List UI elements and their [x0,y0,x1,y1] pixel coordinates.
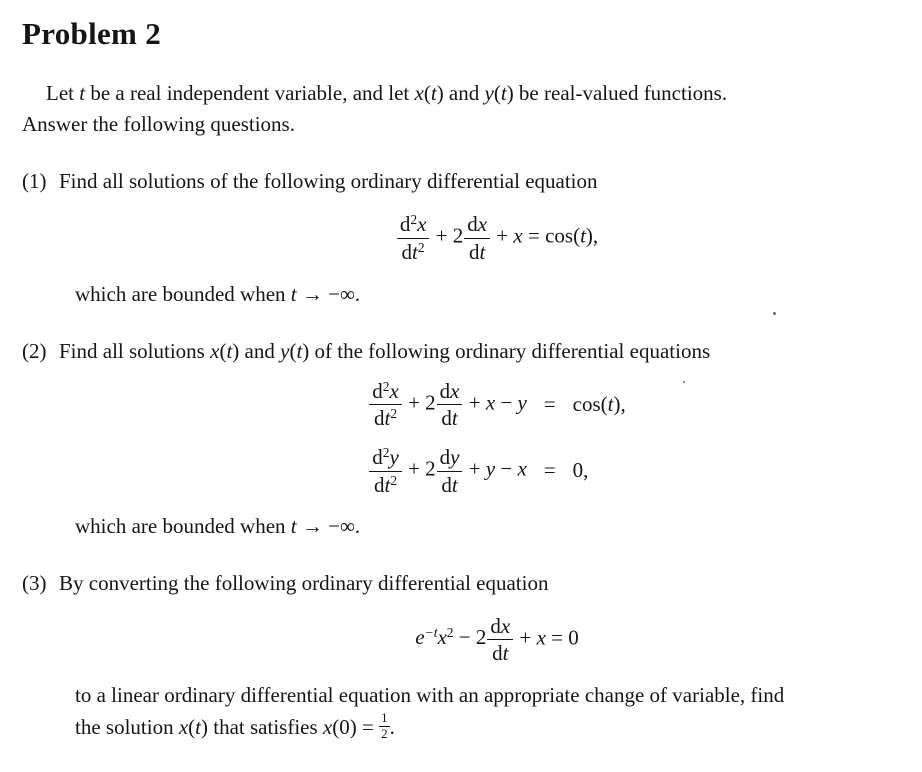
text-segment: t [607,391,614,416]
text-segment: e [415,625,425,650]
equation-row-1-rhs [573,392,626,417]
text-segment: 0, [572,458,589,483]
equation-tail [514,625,579,649]
text-segment: t [195,715,202,740]
text-segment: t [451,472,458,497]
text-segment: t [290,281,297,306]
text-segment: y [485,456,496,481]
text-segment: → −∞. [296,513,361,538]
text-segment: x [210,338,220,363]
intro-paragraph [22,78,900,140]
item-3-instruction-line-2 [75,711,900,743]
text-segment: x [414,81,424,105]
page-title: Problem 2 [22,16,162,51]
text-segment: t [79,81,86,105]
text-segment: d [441,472,452,497]
text-segment: = 0 [545,625,579,650]
text-segment: ( [219,338,227,363]
equation-row-1-lhs [368,378,527,432]
fraction-dx-dt [464,211,490,265]
text-segment: y [389,445,399,470]
text-segment: 2 [417,239,425,255]
item-1-marker: (1) [22,169,47,193]
text-segment: ( [423,81,431,105]
text-segment: cos( [572,391,608,416]
equation-middle [430,224,463,248]
text-segment: t [430,81,437,105]
fraction-d2y-dt2 [369,444,402,498]
text-segment: + 2 [402,390,436,415]
text-segment: t [412,239,418,264]
item-3-head [22,568,900,598]
item-3-instructions [75,680,900,743]
text-segment: d [490,613,501,638]
item-3-prompt [59,568,900,598]
text-segment: t [451,406,458,431]
text-segment: 2 [390,472,398,488]
text-segment: ), [585,223,599,248]
text-segment: ), [613,391,626,416]
item-1-equation [22,211,900,265]
text-segment: Answer the following questions. [22,112,295,136]
text-segment: d [373,472,385,497]
text-segment: x [178,715,189,740]
item-1-condition [75,279,900,310]
text-segment: ) and [436,81,485,105]
text-segment: d [372,445,383,470]
text-segment: ( [493,81,501,105]
problem-item-3 [22,568,900,743]
text-segment: d [492,641,503,666]
text-segment: ( [289,338,297,363]
equation-row-2-rhs [573,458,589,483]
text-segment: d [467,212,478,236]
text-segment: y [517,390,527,415]
text-segment: y [484,81,494,105]
text-segment: + [463,456,486,481]
text-segment: d [439,378,451,403]
text-segment: d [468,239,480,264]
equals-sign: = [543,458,556,483]
text-segment: 2 [390,406,398,422]
item-3-equation [22,613,900,667]
text-segment: which are bounded when [75,513,291,538]
text-segment: x [437,625,447,650]
text-segment: t [580,223,586,248]
text-segment: (0) = [332,715,380,740]
intro-line-2 [22,109,900,140]
text-segment: ) of the following ordinary differential equations [302,338,711,363]
text-segment: x [517,456,527,481]
text-segment: ) and [232,338,281,363]
text-segment: d [399,212,411,236]
fraction-d2x-dt2 [397,211,430,265]
text-segment: − [495,390,518,415]
text-segment: t [290,513,297,538]
equation-head [415,625,486,649]
text-segment: − 2 [453,625,487,650]
text-segment: + [463,390,486,415]
scan-speck [773,312,776,315]
item-2-head [22,336,900,366]
text-segment: x [389,378,399,403]
item-1-head [22,166,900,196]
text-segment: 2 [382,378,390,394]
text-segment: y [280,338,290,363]
problem-item-2 [22,336,900,542]
text-segment: x [500,613,511,638]
text-segment: to a linear ordinary differential equation with an appropriate change of variable, find [75,683,785,708]
text-segment: 2 [410,212,418,227]
text-segment: be a real independent variable, and let [85,81,415,105]
item-2-equation-system [22,378,900,498]
text-segment: + [491,223,514,248]
text-segment: x [450,378,460,403]
text-segment: t [226,338,233,363]
text-segment: Find all solutions of the following ordinary differential equation [59,169,598,193]
item-2-marker: (2) [22,338,47,363]
text-segment: Let [46,81,80,105]
text-segment: + 2 [402,456,436,481]
text-segment: → −∞. [296,281,361,306]
text-segment: t [500,81,507,105]
item-1-prompt [59,166,900,196]
problem-item-1 [22,166,900,310]
text-segment: t [384,472,391,497]
text-segment: x [477,212,488,236]
equation-row-2-lhs [368,444,527,498]
fraction-dy-dt [437,444,463,498]
intro-line-1 [22,78,900,109]
text-segment: x [417,212,427,236]
item-3-instruction-line-1 [75,680,900,711]
text-segment: y [450,445,460,470]
text-segment: the solution [75,715,179,740]
fraction-dx-dt [437,378,463,432]
text-segment: x [536,625,546,650]
scan-speck [683,381,685,383]
item-2-condition [75,511,900,542]
equals-sign: = [543,391,556,416]
text-segment: d [372,378,383,403]
text-segment: = cos( [522,223,581,248]
fraction-one-half: $\frac{1}{2}$ [381,710,388,742]
text-segment: 2 [382,445,390,461]
text-segment: ) be real-valued functions. [506,81,728,105]
text-segment: Find all solutions [59,338,211,363]
text-segment: x [485,390,496,415]
text-segment: + 2 [430,223,464,248]
equation-tail [491,224,598,248]
item-2-prompt [59,336,900,366]
fraction-dx-dt [487,613,513,667]
text-segment: ( [188,715,196,740]
text-segment: d [439,445,451,470]
text-segment: 2 [446,625,454,641]
sentence-period: . [389,715,395,740]
text-segment: By converting the following ordinary differential equation [59,570,549,595]
text-segment: which are bounded when [75,281,291,306]
text-segment: d [401,239,413,264]
text-segment: x [513,223,523,248]
text-segment: x [322,715,333,740]
text-segment: d [441,406,452,431]
item-3-marker: (3) [22,570,47,595]
text-segment: t [479,239,486,264]
text-segment: t [296,338,303,363]
text-segment: + [514,625,537,650]
text-segment: d [373,406,385,431]
text-segment: t [502,641,509,666]
text-segment: −t [424,625,438,641]
text-segment: − [495,456,518,481]
text-segment: t [384,406,391,431]
fraction-d2x-dt2 [369,378,402,432]
text-segment: ) that satisfies [201,715,323,740]
aligned-equations [368,378,626,498]
